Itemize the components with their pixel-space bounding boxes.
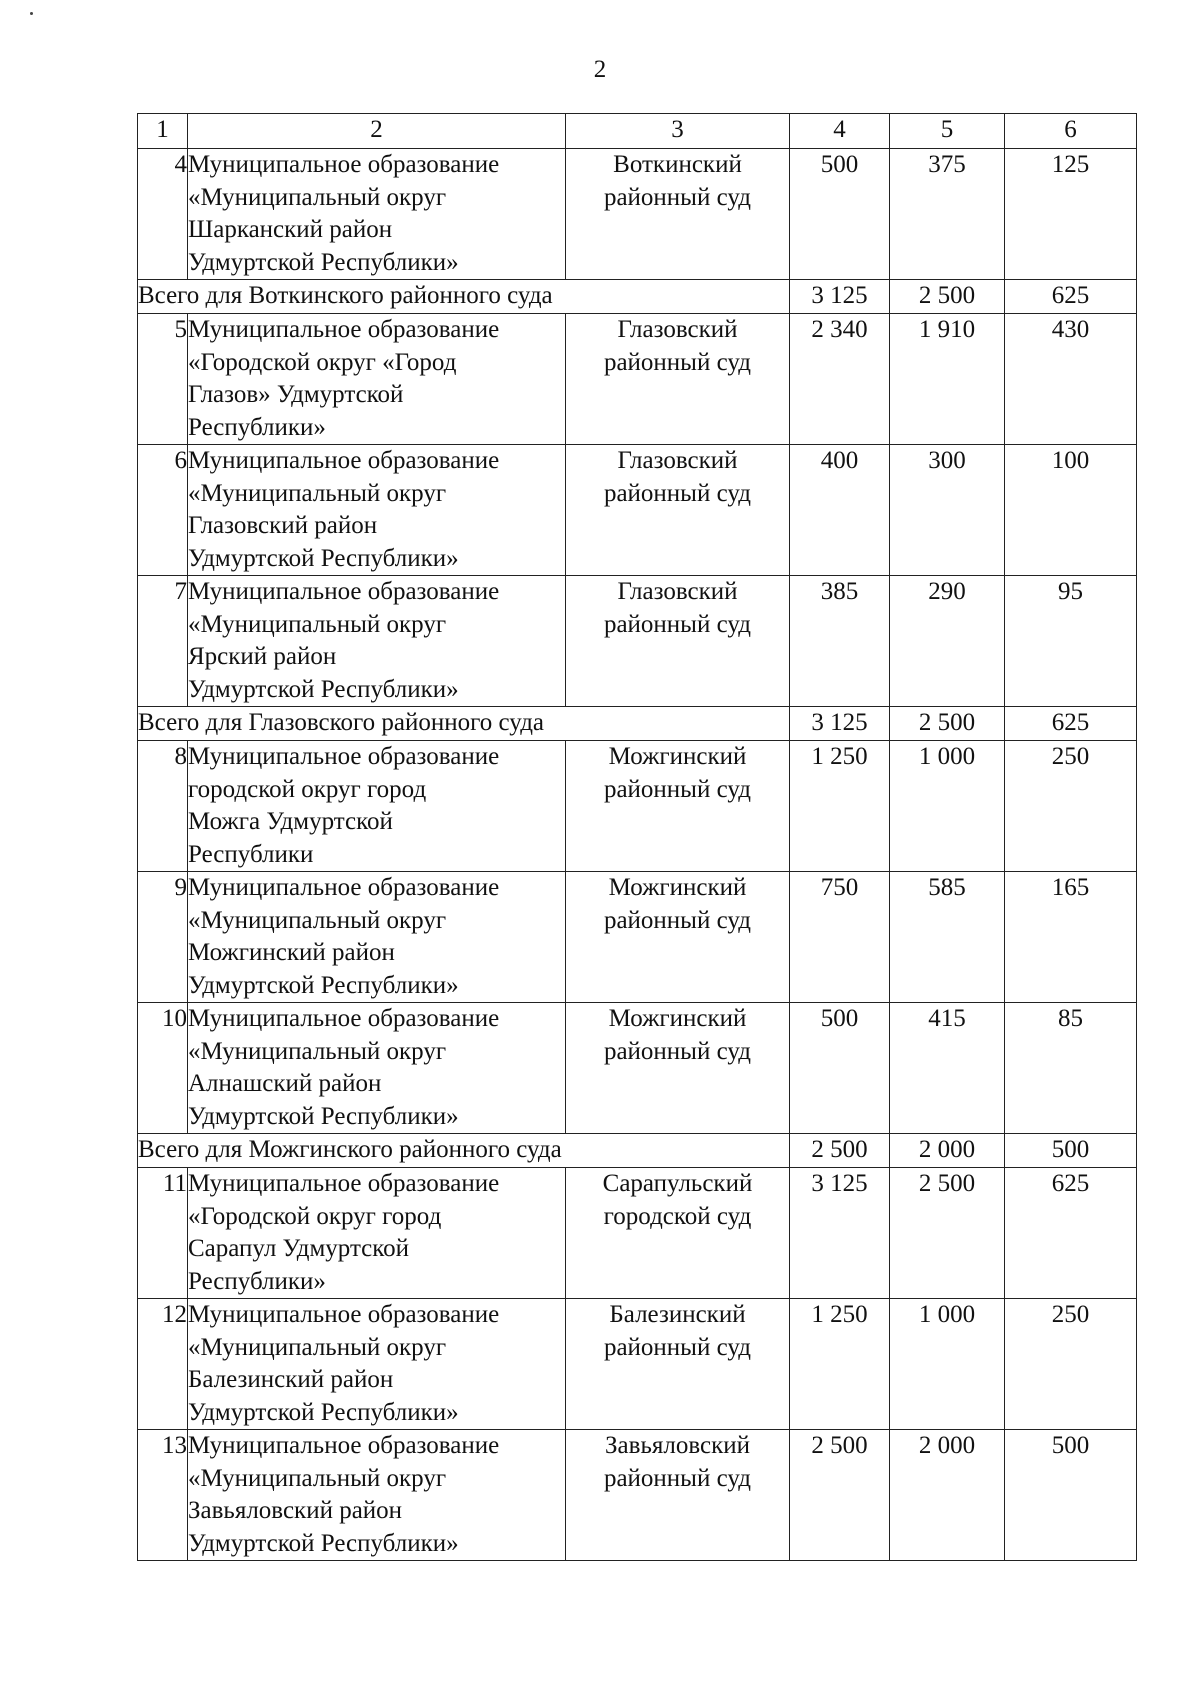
header-cell-2: 2 [188, 114, 566, 149]
header-cell-1: 1 [138, 114, 188, 149]
court-name: Глазовский районный суд [566, 314, 790, 445]
municipality-name: Муниципальное образование «Муниципальный округ Балезинский район Удмуртской Республики» [188, 1299, 566, 1430]
value-col-4: 500 [790, 1003, 890, 1134]
table-row [138, 1430, 1137, 1561]
table-row [138, 741, 1137, 872]
value-col-5: 2 000 [890, 1430, 1005, 1561]
court-name: Можгинский районный суд [566, 741, 790, 872]
court-name: Можгинский районный суд [566, 872, 790, 1003]
value-col-4: 3 125 [790, 1168, 890, 1299]
value-col-5: 1 000 [890, 741, 1005, 872]
total-label: Всего для Воткинского районного суда [138, 280, 790, 314]
value-col-4: 1 250 [790, 741, 890, 872]
value-col-6: 95 [1005, 576, 1137, 707]
value-col-5: 585 [890, 872, 1005, 1003]
value-col-6: 430 [1005, 314, 1137, 445]
row-number: 7 [138, 576, 188, 707]
row-number: 9 [138, 872, 188, 1003]
table-row [138, 1003, 1137, 1134]
value-col-6: 625 [1005, 1168, 1137, 1299]
value-col-5: 290 [890, 576, 1005, 707]
allocation-table [137, 113, 1137, 1561]
table-row [138, 445, 1137, 576]
value-col-4: 2 500 [790, 1430, 890, 1561]
value-col-6: 250 [1005, 1299, 1137, 1430]
value-col-4: 3 125 [790, 707, 890, 741]
value-col-5: 1 000 [890, 1299, 1005, 1430]
scan-speck [30, 12, 33, 15]
header-cell-5: 5 [890, 114, 1005, 149]
total-row [138, 1134, 1137, 1168]
value-col-6: 85 [1005, 1003, 1137, 1134]
municipality-name: Муниципальное образование «Муниципальный округ Глазовский район Удмуртской Республики» [188, 445, 566, 576]
value-col-4: 400 [790, 445, 890, 576]
row-number: 4 [138, 149, 188, 280]
value-col-6: 100 [1005, 445, 1137, 576]
municipality-name: Муниципальное образование «Муниципальный округ Алнашский район Удмуртской Республики» [188, 1003, 566, 1134]
row-number: 13 [138, 1430, 188, 1561]
court-name: Сарапульский городской суд [566, 1168, 790, 1299]
table-row [138, 314, 1137, 445]
value-col-6: 250 [1005, 741, 1137, 872]
total-row [138, 280, 1137, 314]
table-row [138, 1168, 1137, 1299]
municipality-name: Муниципальное образование «Городской округ «Город Глазов» Удмуртской Республики» [188, 314, 566, 445]
municipality-name: Муниципальное образование городской округ город Можга Удмуртской Республики [188, 741, 566, 872]
value-col-4: 2 500 [790, 1134, 890, 1168]
court-name: Балезинский районный суд [566, 1299, 790, 1430]
value-col-5: 415 [890, 1003, 1005, 1134]
municipality-name: Муниципальное образование «Муниципальный округ Завьяловский район Удмуртской Республики» [188, 1430, 566, 1561]
row-number: 11 [138, 1168, 188, 1299]
value-col-5: 2 500 [890, 280, 1005, 314]
value-col-5: 2 000 [890, 1134, 1005, 1168]
value-col-5: 375 [890, 149, 1005, 280]
total-label: Всего для Можгинского районного суда [138, 1134, 790, 1168]
court-name: Глазовский районный суд [566, 576, 790, 707]
table-row [138, 872, 1137, 1003]
header-cell-6: 6 [1005, 114, 1137, 149]
row-number: 8 [138, 741, 188, 872]
municipality-name: Муниципальное образование «Муниципальный округ Ярский район Удмуртской Республики» [188, 576, 566, 707]
value-col-5: 300 [890, 445, 1005, 576]
court-name: Глазовский районный суд [566, 445, 790, 576]
value-col-4: 3 125 [790, 280, 890, 314]
court-name: Можгинский районный суд [566, 1003, 790, 1134]
value-col-6: 500 [1005, 1134, 1137, 1168]
value-col-6: 125 [1005, 149, 1137, 280]
value-col-6: 625 [1005, 280, 1137, 314]
total-row [138, 707, 1137, 741]
table-body [138, 114, 1137, 1561]
court-name: Воткинский районный суд [566, 149, 790, 280]
court-name: Завьяловский районный суд [566, 1430, 790, 1561]
row-number: 10 [138, 1003, 188, 1134]
header-cell-4: 4 [790, 114, 890, 149]
value-col-6: 500 [1005, 1430, 1137, 1561]
value-col-4: 385 [790, 576, 890, 707]
value-col-4: 500 [790, 149, 890, 280]
value-col-5: 2 500 [890, 707, 1005, 741]
value-col-4: 1 250 [790, 1299, 890, 1430]
value-col-4: 750 [790, 872, 890, 1003]
municipality-name: Муниципальное образование «Городской округ город Сарапул Удмуртской Республики» [188, 1168, 566, 1299]
value-col-5: 2 500 [890, 1168, 1005, 1299]
municipality-name: Муниципальное образование «Муниципальный округ Шарканский район Удмуртской Республики» [188, 149, 566, 280]
row-number: 12 [138, 1299, 188, 1430]
header-row [138, 114, 1137, 149]
page-number: 2 [593, 56, 607, 83]
value-col-4: 2 340 [790, 314, 890, 445]
table-row [138, 149, 1137, 280]
value-col-6: 625 [1005, 707, 1137, 741]
header-cell-3: 3 [566, 114, 790, 149]
value-col-6: 165 [1005, 872, 1137, 1003]
municipality-name: Муниципальное образование «Муниципальный округ Можгинский район Удмуртской Республики» [188, 872, 566, 1003]
row-number: 6 [138, 445, 188, 576]
value-col-5: 1 910 [890, 314, 1005, 445]
table-row [138, 1299, 1137, 1430]
row-number: 5 [138, 314, 188, 445]
total-label: Всего для Глазовского районного суда [138, 707, 790, 741]
table-row [138, 576, 1137, 707]
